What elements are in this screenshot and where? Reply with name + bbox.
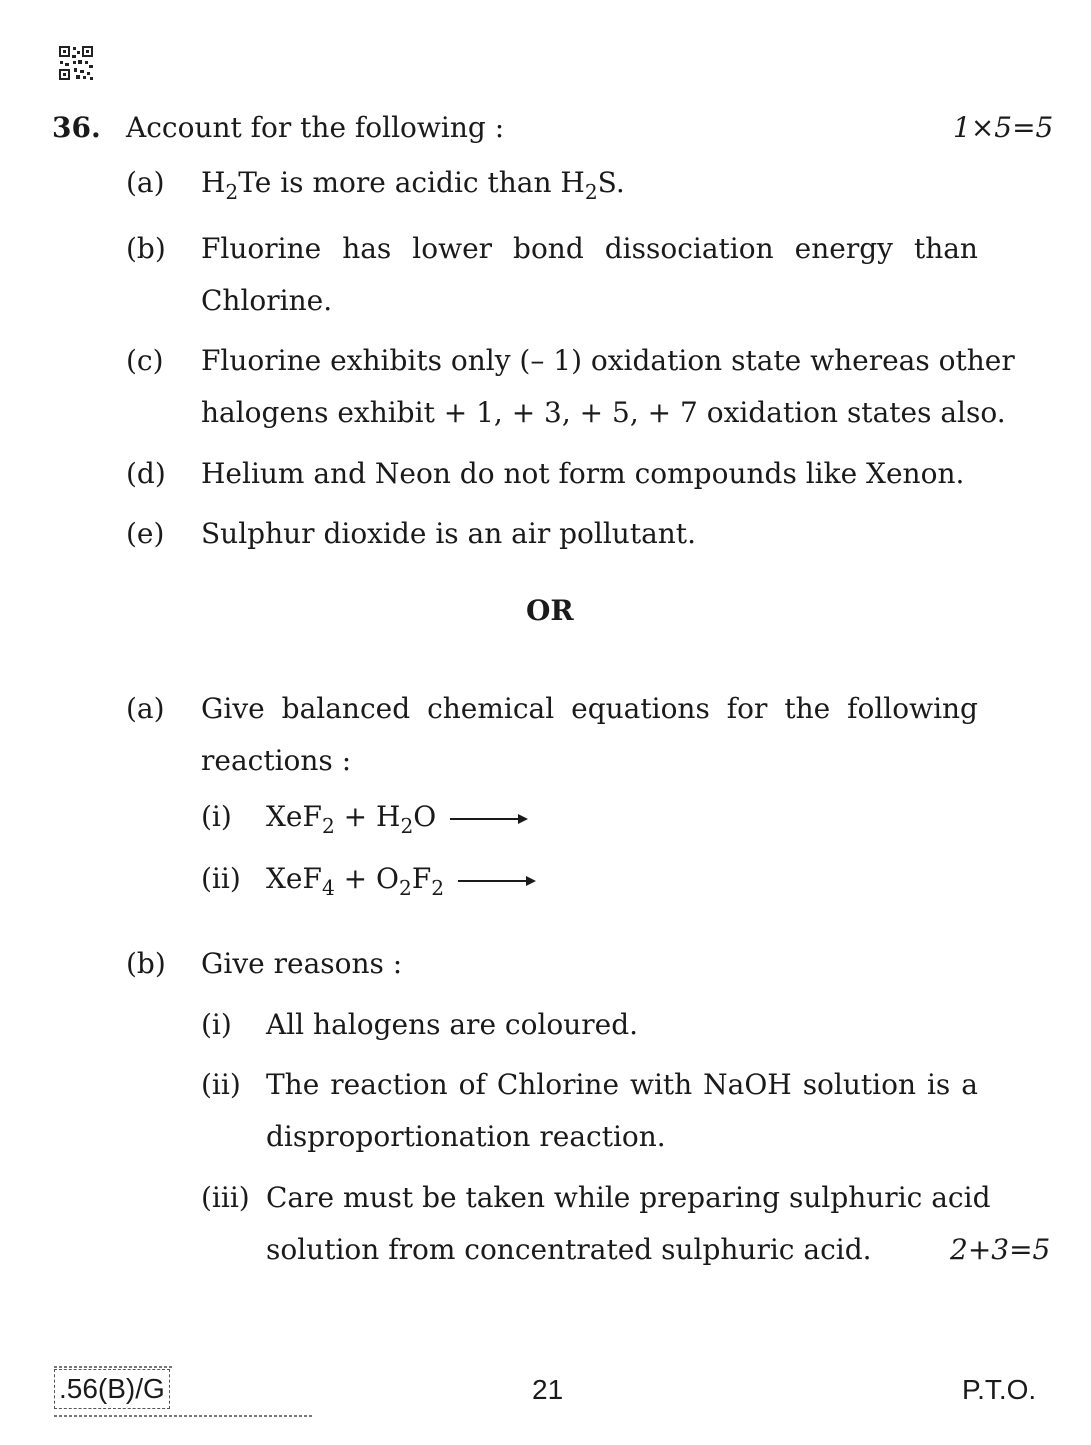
alt-b-text: Give reasons : bbox=[201, 947, 403, 980]
alt-b-iii-line2: solution from concentrated sulphuric acid. bbox=[266, 1233, 872, 1266]
qr-code-icon bbox=[58, 45, 94, 81]
question-number: 36. bbox=[52, 111, 101, 144]
security-microline-bottom bbox=[54, 1415, 312, 1417]
alt-a-label: (a) bbox=[126, 692, 165, 725]
security-microline-top bbox=[54, 1366, 172, 1368]
alt-a-line1: Give balanced chemical equations for the following bbox=[201, 692, 978, 725]
alt-b-i-label: (i) bbox=[201, 1008, 232, 1041]
alt-a-line2: reactions : bbox=[201, 744, 352, 777]
or-divider: OR bbox=[526, 594, 574, 627]
part-e-text: Sulphur dioxide is an air pollutant. bbox=[201, 517, 696, 550]
part-b-line2: Chlorine. bbox=[201, 284, 333, 317]
alt-marks: 2+3=5 bbox=[950, 1233, 1051, 1266]
alt-a-i-label: (i) bbox=[201, 800, 232, 833]
pto-text: P.T.O. bbox=[962, 1374, 1037, 1405]
part-d-text: Helium and Neon do not form compounds like Xenon. bbox=[201, 457, 965, 490]
part-c-line1: Fluorine exhibits only (– 1) oxidation state whereas other bbox=[201, 344, 1015, 377]
question-marks: 1×5=5 bbox=[953, 111, 1054, 144]
alt-b-i-text: All halogens are coloured. bbox=[266, 1008, 639, 1041]
alt-a-ii-label: (ii) bbox=[201, 862, 241, 895]
part-d-label: (d) bbox=[126, 457, 166, 490]
alt-b-ii-line1: The reaction of Chlorine with NaOH solution is a bbox=[266, 1068, 978, 1101]
alt-a-i-equation: $XeF_2 + H_2O$ bbox=[266, 800, 528, 834]
paper-code: .56(B)/G bbox=[54, 1369, 170, 1409]
alt-b-iii-line1: Care must be taken while preparing sulphuric acid bbox=[266, 1181, 991, 1214]
part-b-line1: Fluorine has lower bond dissociation energy than bbox=[201, 232, 978, 265]
alt-b-iii-label: (iii) bbox=[201, 1181, 250, 1214]
part-b-label: (b) bbox=[126, 232, 166, 265]
alt-a-ii-equation: $XeF_4 + O_2F_2$ bbox=[266, 862, 536, 896]
arrow-icon bbox=[450, 814, 528, 824]
part-e-label: (e) bbox=[126, 517, 165, 550]
alt-b-ii-line2: disproportionation reaction. bbox=[266, 1120, 666, 1153]
alt-b-label: (b) bbox=[126, 947, 166, 980]
arrow-icon bbox=[458, 876, 536, 886]
alt-b-ii-label: (ii) bbox=[201, 1068, 241, 1101]
part-c-label: (c) bbox=[126, 344, 164, 377]
part-a-label: (a) bbox=[126, 166, 165, 199]
part-a-text: $H_2Te$ is more acidic than $H_2S$. bbox=[201, 166, 625, 205]
question-prompt: Account for the following : bbox=[126, 111, 505, 144]
part-c-line2: halogens exhibit + 1, + 3, + 5, + 7 oxidation states also. bbox=[201, 396, 1006, 429]
page-number: 21 bbox=[532, 1374, 564, 1405]
